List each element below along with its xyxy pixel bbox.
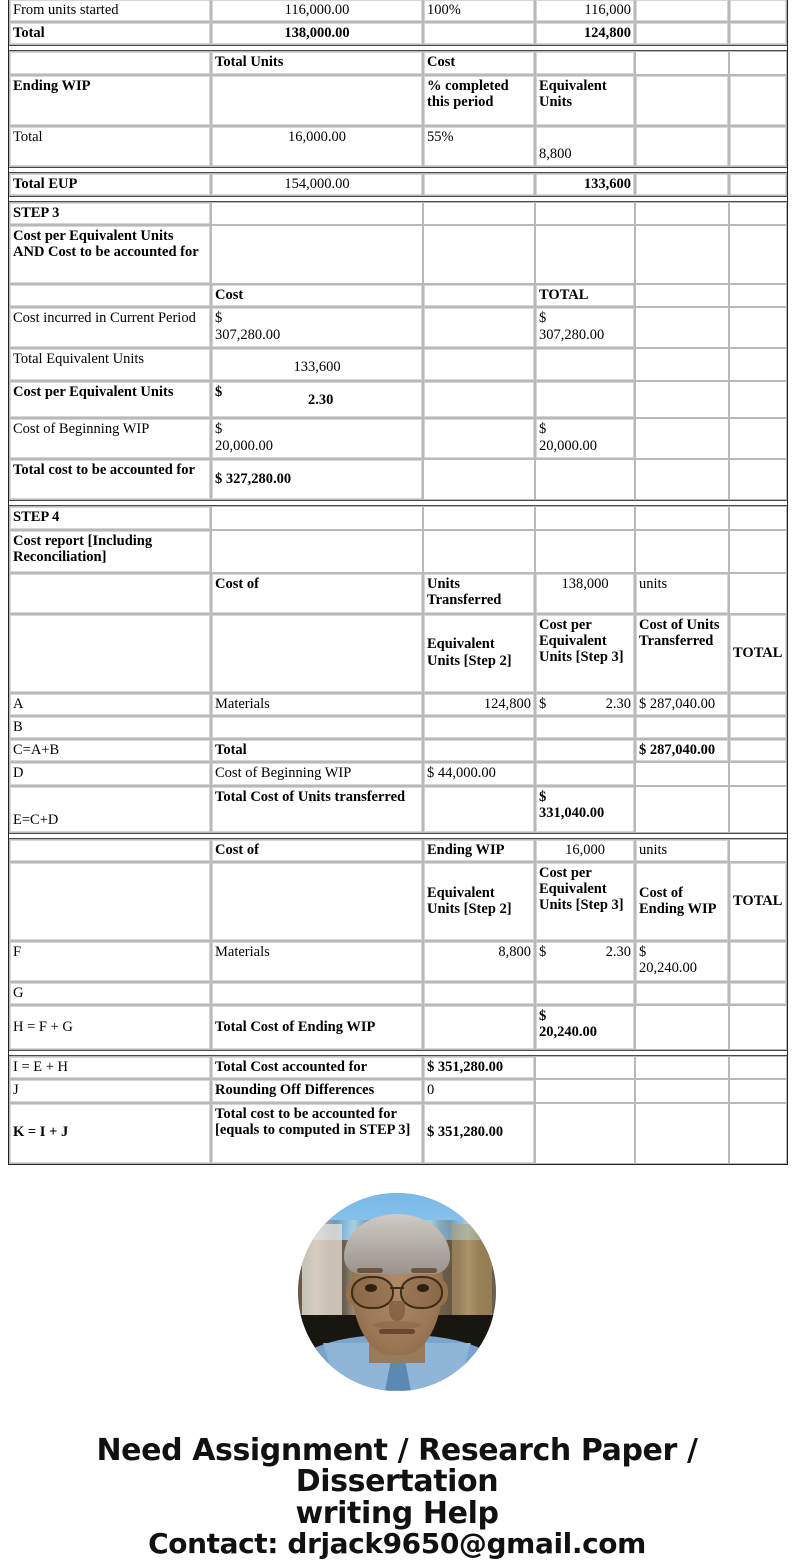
- cell-empty: [729, 51, 787, 74]
- cell-cost-of-units: $ 287,040.00: [635, 693, 729, 716]
- cell-description: Rounding Off Differences: [211, 1079, 423, 1102]
- cell-label: [9, 284, 211, 307]
- table-row: [9, 941, 787, 982]
- cell-equivalent-units-header: Equivalent Units [Step 2]: [423, 862, 535, 941]
- cell-total: [729, 739, 787, 762]
- cell-label: [9, 573, 211, 614]
- cell-total-units: 154,000.00: [211, 173, 423, 196]
- promo-text: [0, 1391, 794, 1559]
- cell-empty: [635, 202, 729, 225]
- currency-symbol: $: [215, 384, 223, 401]
- cell-blank: [423, 786, 535, 833]
- cell-percent: 55%: [423, 126, 535, 167]
- currency-symbol: $: [539, 695, 547, 712]
- cell-mid: [423, 418, 535, 459]
- cell-row-key: E=C+D: [9, 786, 211, 833]
- cell-empty: [635, 348, 729, 381]
- cell-amount: [535, 786, 635, 833]
- cell-empty: [535, 1103, 635, 1164]
- currency-symbol: $: [539, 943, 547, 960]
- cell-empty: [729, 1103, 787, 1164]
- cell-empty: [211, 202, 423, 225]
- cell-label: Cost per Equivalent Units: [9, 381, 211, 418]
- cell-empty: [729, 284, 787, 307]
- photo-eyebrow-right: [411, 1268, 437, 1273]
- cell-total-cost-label: Total cost to be accounted for: [9, 459, 211, 500]
- cell-percent: 100%: [423, 0, 535, 22]
- cell-row-key: D: [9, 762, 211, 785]
- cell-cost-per-eu-header: Cost per Equivalent Units [Step 3]: [535, 614, 635, 693]
- cell-units-qty: 138,000: [535, 573, 635, 614]
- cell-cost: [211, 418, 423, 459]
- amount-value: 20,240.00: [639, 960, 697, 977]
- cell-cost-of: Cost of: [211, 839, 423, 862]
- cell-amount: $ 44,000.00: [423, 762, 535, 785]
- cell-blank: [211, 614, 423, 693]
- cell-empty: [729, 762, 787, 785]
- cell-label: From units started: [9, 0, 211, 22]
- cell-total-header: TOTAL: [535, 284, 635, 307]
- cell-empty: [423, 506, 535, 529]
- cell-row-key: I = E + H: [9, 1056, 211, 1079]
- table-row: [9, 418, 787, 459]
- cell-cost-of-units-header: Cost of Units Transferred: [635, 614, 729, 693]
- cell-amount: 0: [423, 1079, 535, 1102]
- cell-total-units: 116,000.00: [211, 0, 423, 22]
- cell-row-key: B: [9, 716, 211, 739]
- amount-value: 133,600: [293, 359, 341, 376]
- cell-empty: [729, 1005, 787, 1050]
- cell-empty: [729, 1079, 787, 1102]
- cell-empty: [635, 51, 729, 74]
- cell-description: Total: [211, 739, 423, 762]
- cell-percent: [423, 22, 535, 45]
- currency-symbol: $: [539, 310, 547, 327]
- cell-equivalent-units-header: Equivalent Units [Step 2]: [423, 614, 535, 693]
- cell-empty: [635, 786, 729, 833]
- cell-total-units: 16,000.00: [211, 126, 423, 167]
- cell-cost-header: Cost: [211, 284, 423, 307]
- cell-label: Cost incurred in Current Period: [9, 307, 211, 348]
- table-row: [9, 284, 787, 307]
- cell-total-eup-label: Total EUP: [9, 173, 211, 196]
- cell-empty: [729, 573, 787, 614]
- table-row: [9, 716, 787, 739]
- cell-col6: [729, 22, 787, 45]
- cell-empty: [729, 839, 787, 862]
- table-row: [9, 225, 787, 284]
- cell-percent-completed-header: % completed this period: [423, 75, 535, 126]
- photo-background-panel-right: [452, 1224, 492, 1319]
- cell-empty: [535, 506, 635, 529]
- photo-lens-right: [400, 1276, 442, 1310]
- table-row: [9, 1056, 787, 1079]
- promo-line-1: Need Assignment / Research Paper / Dissertation: [96, 1432, 698, 1500]
- cell-empty: [729, 1056, 787, 1079]
- cell-empty: [423, 530, 535, 573]
- cell-equivalent-units: 8,800: [535, 126, 635, 167]
- cell-cost: [211, 381, 423, 418]
- cell-cost-per-eu: [535, 739, 635, 762]
- amount-value: 20,000.00: [539, 437, 597, 454]
- cell-description: Cost of Beginning WIP: [211, 762, 423, 785]
- table-row: [9, 173, 787, 196]
- cell-label: [9, 51, 211, 74]
- cell-col6: [729, 0, 787, 22]
- cell-row-key: F: [9, 941, 211, 982]
- cell-cost-of: Cost of: [211, 573, 423, 614]
- cell-total: [535, 418, 635, 459]
- table-row: [9, 839, 787, 862]
- cell-cost-per-eu: [535, 693, 635, 716]
- cell-cost-per-eu: [535, 716, 635, 739]
- table-row: [9, 982, 787, 1005]
- amount-value: 2.30: [605, 695, 631, 712]
- table-row: [9, 693, 787, 716]
- cell-total-cost-amount: $ 327,280.00: [211, 459, 423, 500]
- table-row: [9, 202, 787, 225]
- table-row: [9, 381, 787, 418]
- cell-cost-of-ending-wip: [635, 941, 729, 982]
- cell-units-transferred: Units Transferred: [423, 573, 535, 614]
- photo-eyebrow-left: [357, 1268, 383, 1273]
- cell-empty: [535, 202, 635, 225]
- cell-mid: [423, 381, 535, 418]
- cell-equivalent-units: 133,600: [535, 173, 635, 196]
- cell-equivalent-units: 8,800: [423, 941, 535, 982]
- amount-value: 331,040.00: [539, 804, 605, 821]
- table-row: [9, 786, 787, 833]
- cell-description: Total Cost accounted for: [211, 1056, 423, 1079]
- table-row: [9, 307, 787, 348]
- cell-total-header: TOTAL: [729, 614, 787, 693]
- table-row: [9, 1103, 787, 1164]
- cell-row-key: G: [9, 982, 211, 1005]
- table-row: [9, 1079, 787, 1102]
- photo-mouth: [379, 1329, 415, 1334]
- cell-col6: [729, 126, 787, 167]
- amount-value: 20,240.00: [539, 1024, 597, 1041]
- cell-empty: [635, 418, 729, 459]
- cell-ending-wip: Ending WIP: [423, 839, 535, 862]
- currency-symbol: $: [539, 788, 547, 805]
- cell-blank: [211, 862, 423, 941]
- table-row: [9, 530, 787, 573]
- cell-equivalent-units: [423, 739, 535, 762]
- cell-mid: [423, 307, 535, 348]
- currency-symbol: $: [215, 421, 223, 438]
- cell-cost-header: Cost: [423, 51, 535, 74]
- table-row: [9, 0, 787, 22]
- cell-mid: [423, 284, 535, 307]
- cell-blank: [535, 762, 635, 785]
- cell-equivalent-units: 124,800: [535, 22, 635, 45]
- cell-cost-per-eu: [535, 941, 635, 982]
- cell-col6: [729, 75, 787, 126]
- currency-symbol: $: [539, 1008, 547, 1025]
- cell-total: [729, 982, 787, 1005]
- cell-empty: [635, 1079, 729, 1102]
- cell-empty: [635, 284, 729, 307]
- cell-description: Materials: [211, 941, 423, 982]
- cell-ending-wip-label: Ending WIP: [9, 75, 211, 126]
- avatar-section: [0, 1165, 794, 1391]
- cell-label: Total Equivalent Units: [9, 348, 211, 381]
- cell-empty: [635, 1056, 729, 1079]
- cell-cost-of-units: $ 287,040.00: [635, 739, 729, 762]
- cell-unit-word: units: [635, 839, 729, 862]
- cell-empty: [729, 506, 787, 529]
- cell-equivalent-units-header: Equivalent Units: [535, 75, 635, 126]
- cell-total: [729, 693, 787, 716]
- cell-empty: [729, 202, 787, 225]
- cell-description: Total cost to be accounted for [equals to computed in STEP 3]: [211, 1103, 423, 1164]
- table-row: [9, 459, 787, 500]
- cell-label: Total: [9, 22, 211, 45]
- cell-cost-per-eu: [535, 982, 635, 1005]
- table-row: [9, 739, 787, 762]
- cell-cost-per-eu-header: Cost per Equivalent Units [Step 3]: [535, 862, 635, 941]
- cell-empty: [635, 1005, 729, 1050]
- cell-empty: [729, 225, 787, 284]
- cell-equivalent-units: 116,000: [535, 0, 635, 22]
- avatar: [298, 1193, 496, 1391]
- table-row: [9, 862, 787, 941]
- step3-label: STEP 3: [9, 202, 211, 225]
- cell-cost-of-ending-wip: [635, 982, 729, 1005]
- cell-empty: [729, 348, 787, 381]
- cell-description: [211, 982, 423, 1005]
- promo-line-2: writing Help: [295, 1495, 499, 1531]
- cell-total: [729, 716, 787, 739]
- table-row: [9, 51, 787, 74]
- cell-col6: [729, 173, 787, 196]
- cell-empty: [635, 762, 729, 785]
- cell-units-qty: 16,000: [535, 839, 635, 862]
- cell-description: [211, 716, 423, 739]
- cell-label: [9, 839, 211, 862]
- cell-empty: [211, 225, 423, 284]
- cell-row-key: A: [9, 693, 211, 716]
- cell-empty: [635, 459, 729, 500]
- table-row: [9, 22, 787, 45]
- cell-col5: [635, 173, 729, 196]
- cell-empty: [635, 307, 729, 348]
- cell-empty: [635, 225, 729, 284]
- amount-value: 2.30: [307, 392, 334, 409]
- cell-cost: [211, 307, 423, 348]
- promo-contact-line: Contact: drjack9650@gmail.com: [148, 1527, 646, 1560]
- cell-description: Total Cost of Units transferred: [211, 786, 423, 833]
- cell-row-key: J: [9, 1079, 211, 1102]
- step3-title: Cost per Equivalent Units AND Cost to be accounted for: [9, 225, 211, 284]
- cell-blank: [423, 1005, 535, 1050]
- table-row: [9, 126, 787, 167]
- cell-label: [9, 862, 211, 941]
- cell-col5: [635, 126, 729, 167]
- cell-empty: [535, 1056, 635, 1079]
- cell-amount: [535, 1005, 635, 1050]
- cell-cost: [211, 348, 423, 381]
- cell-row-key: C=A+B: [9, 739, 211, 762]
- cell-empty: [635, 1103, 729, 1164]
- cell-empty: [729, 459, 787, 500]
- currency-symbol: $: [639, 943, 647, 960]
- cell-cost-of-units: [635, 716, 729, 739]
- cell-description: Materials: [211, 693, 423, 716]
- cell-empty: [535, 1079, 635, 1102]
- amount-value: 20,000.00: [215, 437, 273, 454]
- cell-empty: [535, 225, 635, 284]
- photo-lens-left: [351, 1276, 393, 1310]
- step4-title: Cost report [Including Reconciliation]: [9, 530, 211, 573]
- cell-equivalent-units: 124,800: [423, 693, 535, 716]
- cell-empty: [535, 530, 635, 573]
- cell-empty: [635, 381, 729, 418]
- cell-amount: $ 351,280.00: [423, 1056, 535, 1079]
- cell-total: [535, 381, 635, 418]
- cell-empty: [211, 506, 423, 529]
- cell-row-key: K = I + J: [9, 1103, 211, 1164]
- photo-background-panel-left: [302, 1224, 342, 1319]
- cell-equivalent-units: [535, 51, 635, 74]
- cell-total: [729, 941, 787, 982]
- cell-total-units: [211, 75, 423, 126]
- cell-total-units-header: Total Units: [211, 51, 423, 74]
- table-row: [9, 1005, 787, 1050]
- cell-col5: [635, 22, 729, 45]
- cell-col5: [635, 0, 729, 22]
- photo-nose: [389, 1301, 405, 1321]
- process-costing-table: [8, 0, 788, 1165]
- table-row: [9, 506, 787, 529]
- cell-empty: [211, 530, 423, 573]
- amount-value: 307,280.00: [539, 326, 605, 343]
- table-row: [9, 614, 787, 693]
- cell-cost-of-ending-wip-header: Cost of Ending WIP: [635, 862, 729, 941]
- cell-total: [535, 307, 635, 348]
- cell-empty: [423, 202, 535, 225]
- currency-symbol: $: [215, 310, 223, 327]
- cell-empty: [423, 459, 535, 500]
- cell-total: [535, 348, 635, 381]
- cell-total-units: 138,000.00: [211, 22, 423, 45]
- cell-empty: [729, 530, 787, 573]
- cell-label: Cost of Beginning WIP: [9, 418, 211, 459]
- cell-empty: [729, 418, 787, 459]
- cell-mid: [423, 348, 535, 381]
- cell-empty: [635, 530, 729, 573]
- cell-empty: [729, 307, 787, 348]
- cell-equivalent-units: [423, 716, 535, 739]
- step4-label: STEP 4: [9, 506, 211, 529]
- table-row: [9, 762, 787, 785]
- table-row: [9, 348, 787, 381]
- cell-row-key: H = F + G: [9, 1005, 211, 1050]
- cell-empty: [635, 506, 729, 529]
- cell-amount: $ 351,280.00: [423, 1103, 535, 1164]
- cell-description: Total Cost of Ending WIP: [211, 1005, 423, 1050]
- cell-empty: [423, 225, 535, 284]
- table-row: [9, 573, 787, 614]
- currency-symbol: $: [539, 421, 547, 438]
- amount-value: 307,280.00: [215, 326, 281, 343]
- cell-unit-word: units: [635, 573, 729, 614]
- cell-empty: [729, 381, 787, 418]
- cell-label: Total: [9, 126, 211, 167]
- cell-col5: [635, 75, 729, 126]
- cell-total-header: TOTAL: [729, 862, 787, 941]
- table-row: [9, 75, 787, 126]
- cell-empty: [729, 786, 787, 833]
- cell-equivalent-units: [423, 982, 535, 1005]
- photo-glasses-bridge: [390, 1287, 405, 1289]
- amount-value: 2.30: [605, 943, 631, 960]
- cell-label: [9, 614, 211, 693]
- cell-percent: [423, 173, 535, 196]
- cell-empty: [535, 459, 635, 500]
